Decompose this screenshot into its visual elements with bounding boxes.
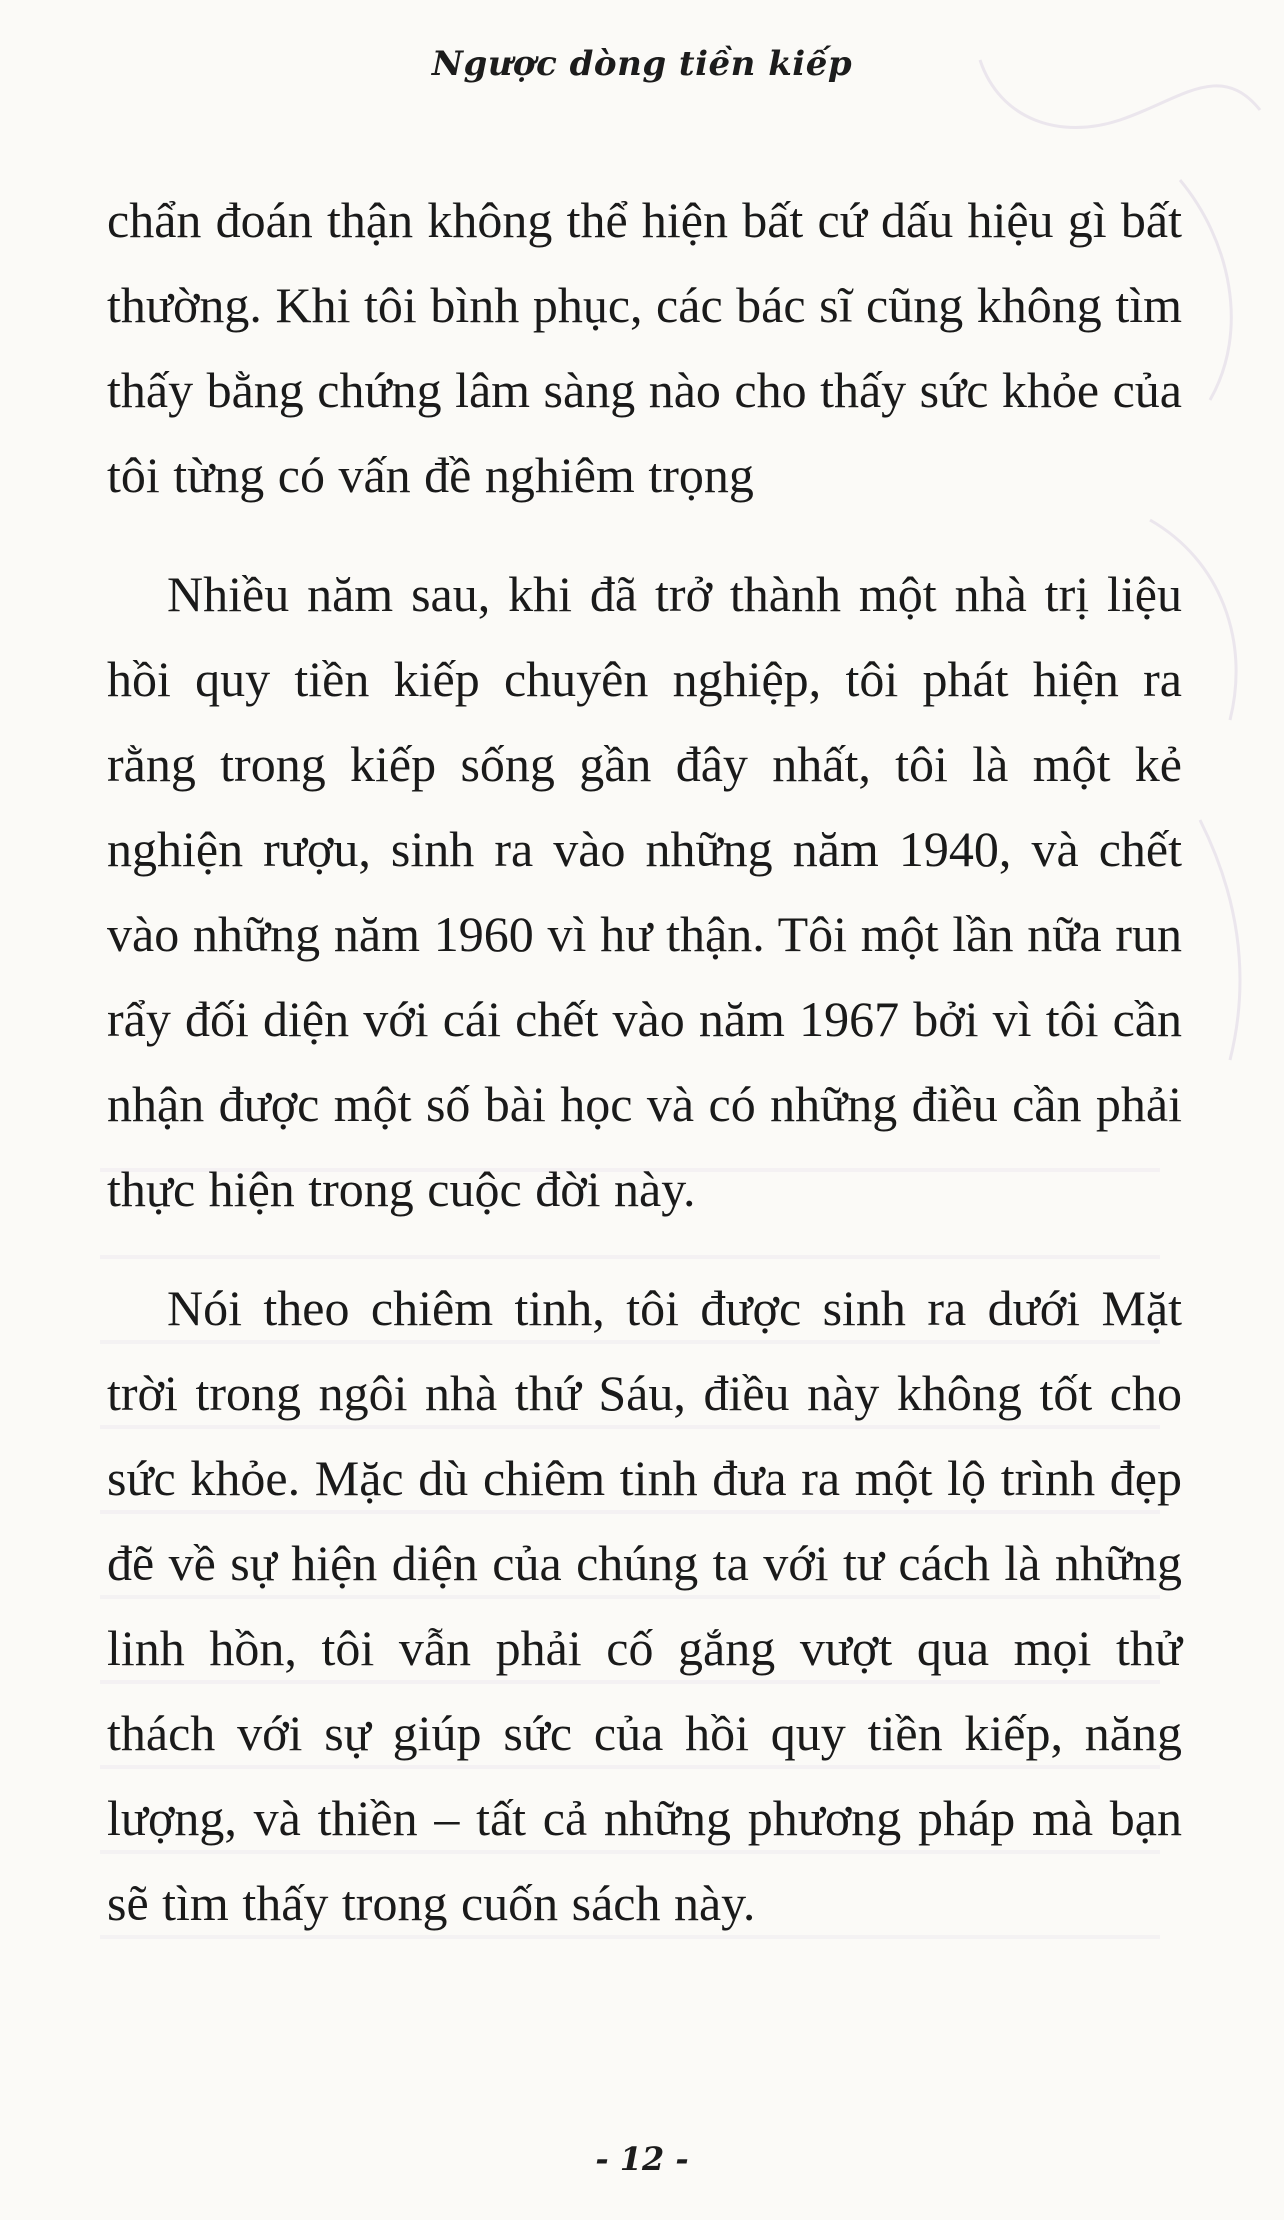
running-head: Ngược dòng tiền kiếp — [431, 44, 853, 84]
paragraph-2: Nhiều năm sau, khi đã trở thành một nhà trị liệu hồi quy tiền kiếp chuyên nghiệp, tôi phát hiện ra rằng trong kiếp sống gần đây nhất, tôi là một kẻ nghiện rượu, sinh ra vào những năm 1940, và chết vào những năm 1960 vì hư thận. Tôi một lần nữa run rẩy đối diện với cái chết vào năm 1967 bởi vì tôi cần nhận được một số bài học và có những điều cần phải thực hiện trong cuộc đời này. — [107, 566, 1182, 1217]
paragraph-3: Nói theo chiêm tinh, tôi được sinh ra dưới Mặt trời trong ngôi nhà thứ Sáu, điều này không tốt cho sức khỏe. Mặc dù chiêm tinh đưa ra một lộ trình đẹp đẽ về sự hiện diện của chúng ta với tư cách là những linh hồn, tôi vẫn phải cố gắng vượt qua mọi thử thách với sự giúp sức của hồi quy tiền kiếp, năng lượng, và thiền – tất cả những phương pháp mà bạn sẽ tìm thấy trong cuốn sách này. — [107, 1280, 1182, 1931]
paragraph-1: chẩn đoán thận không thể hiện bất cứ dấu hiệu gì bất thường. Khi tôi bình phục, các bác sĩ cũng không tìm thấy bằng chứng lâm sàng nào cho thấy sức khỏe của tôi từng có vấn đề nghiêm trọng — [107, 192, 1182, 503]
body-text — [107, 178, 1182, 1946]
page-number: - 12 - — [595, 2140, 689, 2178]
